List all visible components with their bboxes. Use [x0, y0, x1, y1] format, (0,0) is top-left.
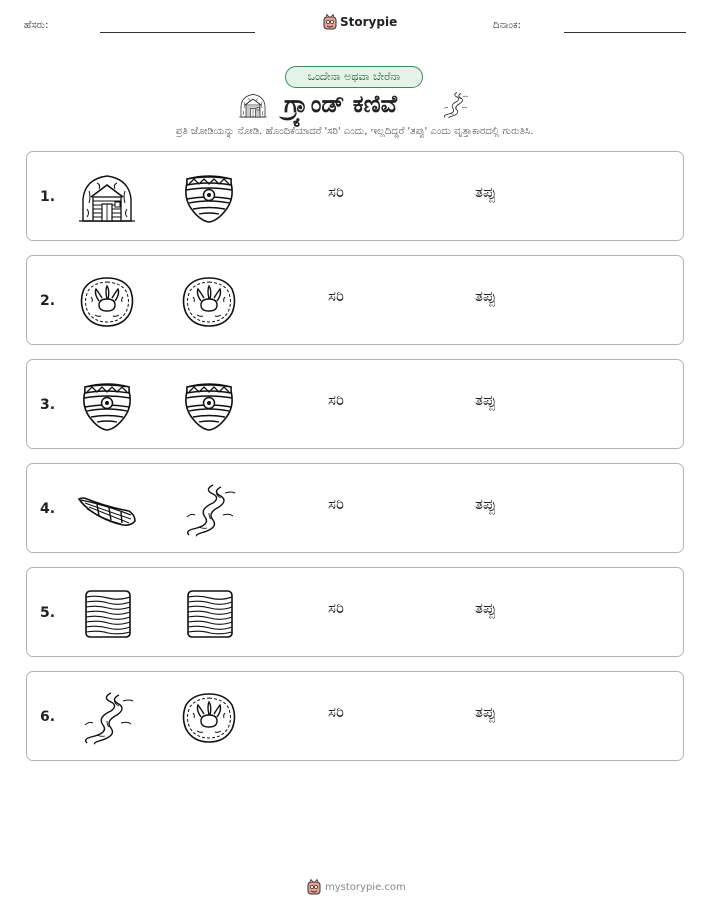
option-true[interactable]: ಸರಿ	[328, 287, 344, 305]
worksheet-type-badge: ಒಂದೇನಾ ಅಥವಾ ಬೇರೆನಾ	[285, 66, 423, 88]
option-false[interactable]: ತಪ್ಪು	[475, 703, 497, 721]
option-false[interactable]: ತಪ್ಪು	[475, 495, 497, 513]
page-title: ಗ್ರ್ಯಾಂಡ್ ಕಣಿವೆ	[284, 90, 397, 118]
river-icon	[179, 483, 239, 537]
question-card	[26, 463, 684, 553]
pot-icon	[179, 379, 239, 433]
option-false[interactable]: ತಪ್ಪು	[475, 183, 497, 201]
title-row	[0, 88, 709, 122]
question-card	[26, 255, 684, 345]
option-false[interactable]: ತಪ್ಪು	[475, 599, 497, 617]
question-number: 4.	[40, 501, 56, 517]
footprint-fossil-icon	[179, 691, 239, 745]
footprint-fossil-icon	[179, 275, 239, 329]
name-label: ಹೆಸರು:	[24, 20, 49, 31]
date-line	[564, 32, 686, 33]
option-false[interactable]: ತಪ್ಪು	[475, 391, 497, 409]
question-card	[26, 151, 684, 241]
brand-name: Storypie	[340, 15, 398, 29]
question-card	[26, 359, 684, 449]
rock-layers-icon	[77, 587, 137, 641]
question-number: 3.	[40, 397, 56, 413]
footprint-fossil-icon	[77, 275, 137, 329]
question-card	[26, 567, 684, 657]
date-label: ದಿನಾಂಕ:	[493, 20, 521, 31]
question-number: 2.	[40, 293, 56, 309]
boat-icon	[77, 483, 137, 537]
lodge-icon	[238, 92, 268, 119]
rock-layers-icon	[179, 587, 239, 641]
storypie-mascot-icon	[323, 14, 337, 30]
option-true[interactable]: ಸರಿ	[328, 495, 344, 513]
footer-site: mystorypie.com	[325, 881, 406, 893]
river-icon	[77, 691, 137, 745]
option-false[interactable]: ತಪ್ಪು	[475, 287, 497, 305]
instructions: ಪ್ರತಿ ಜೋಡಿಯನ್ನು ನೋಡಿ. ಹೊಂದಿಕೆಯಾದರೆ 'ಸರಿ' ಎಂದು, ಇಲ್ಲದಿದ್ದರೆ 'ತಪ್ಪು' ಎಂದು ವೃತ್ತಾಕಾರದಲ್ಲಿ ಗುರುತಿಸಿ.	[175, 126, 534, 137]
lodge-icon	[77, 171, 137, 225]
footer	[307, 879, 406, 895]
option-true[interactable]: ಸರಿ	[328, 391, 344, 409]
question-number: 1.	[40, 189, 56, 205]
option-true[interactable]: ಸರಿ	[328, 703, 344, 721]
option-true[interactable]: ಸರಿ	[328, 183, 344, 201]
pot-icon	[179, 171, 239, 225]
worksheet-header	[0, 14, 709, 38]
brand-logo	[323, 14, 397, 30]
question-card	[26, 671, 684, 761]
name-line	[100, 32, 255, 33]
river-icon	[440, 90, 470, 120]
question-number: 5.	[40, 605, 56, 621]
storypie-mascot-icon	[307, 879, 321, 895]
pot-icon	[77, 379, 137, 433]
option-true[interactable]: ಸರಿ	[328, 599, 344, 617]
question-number: 6.	[40, 709, 56, 725]
